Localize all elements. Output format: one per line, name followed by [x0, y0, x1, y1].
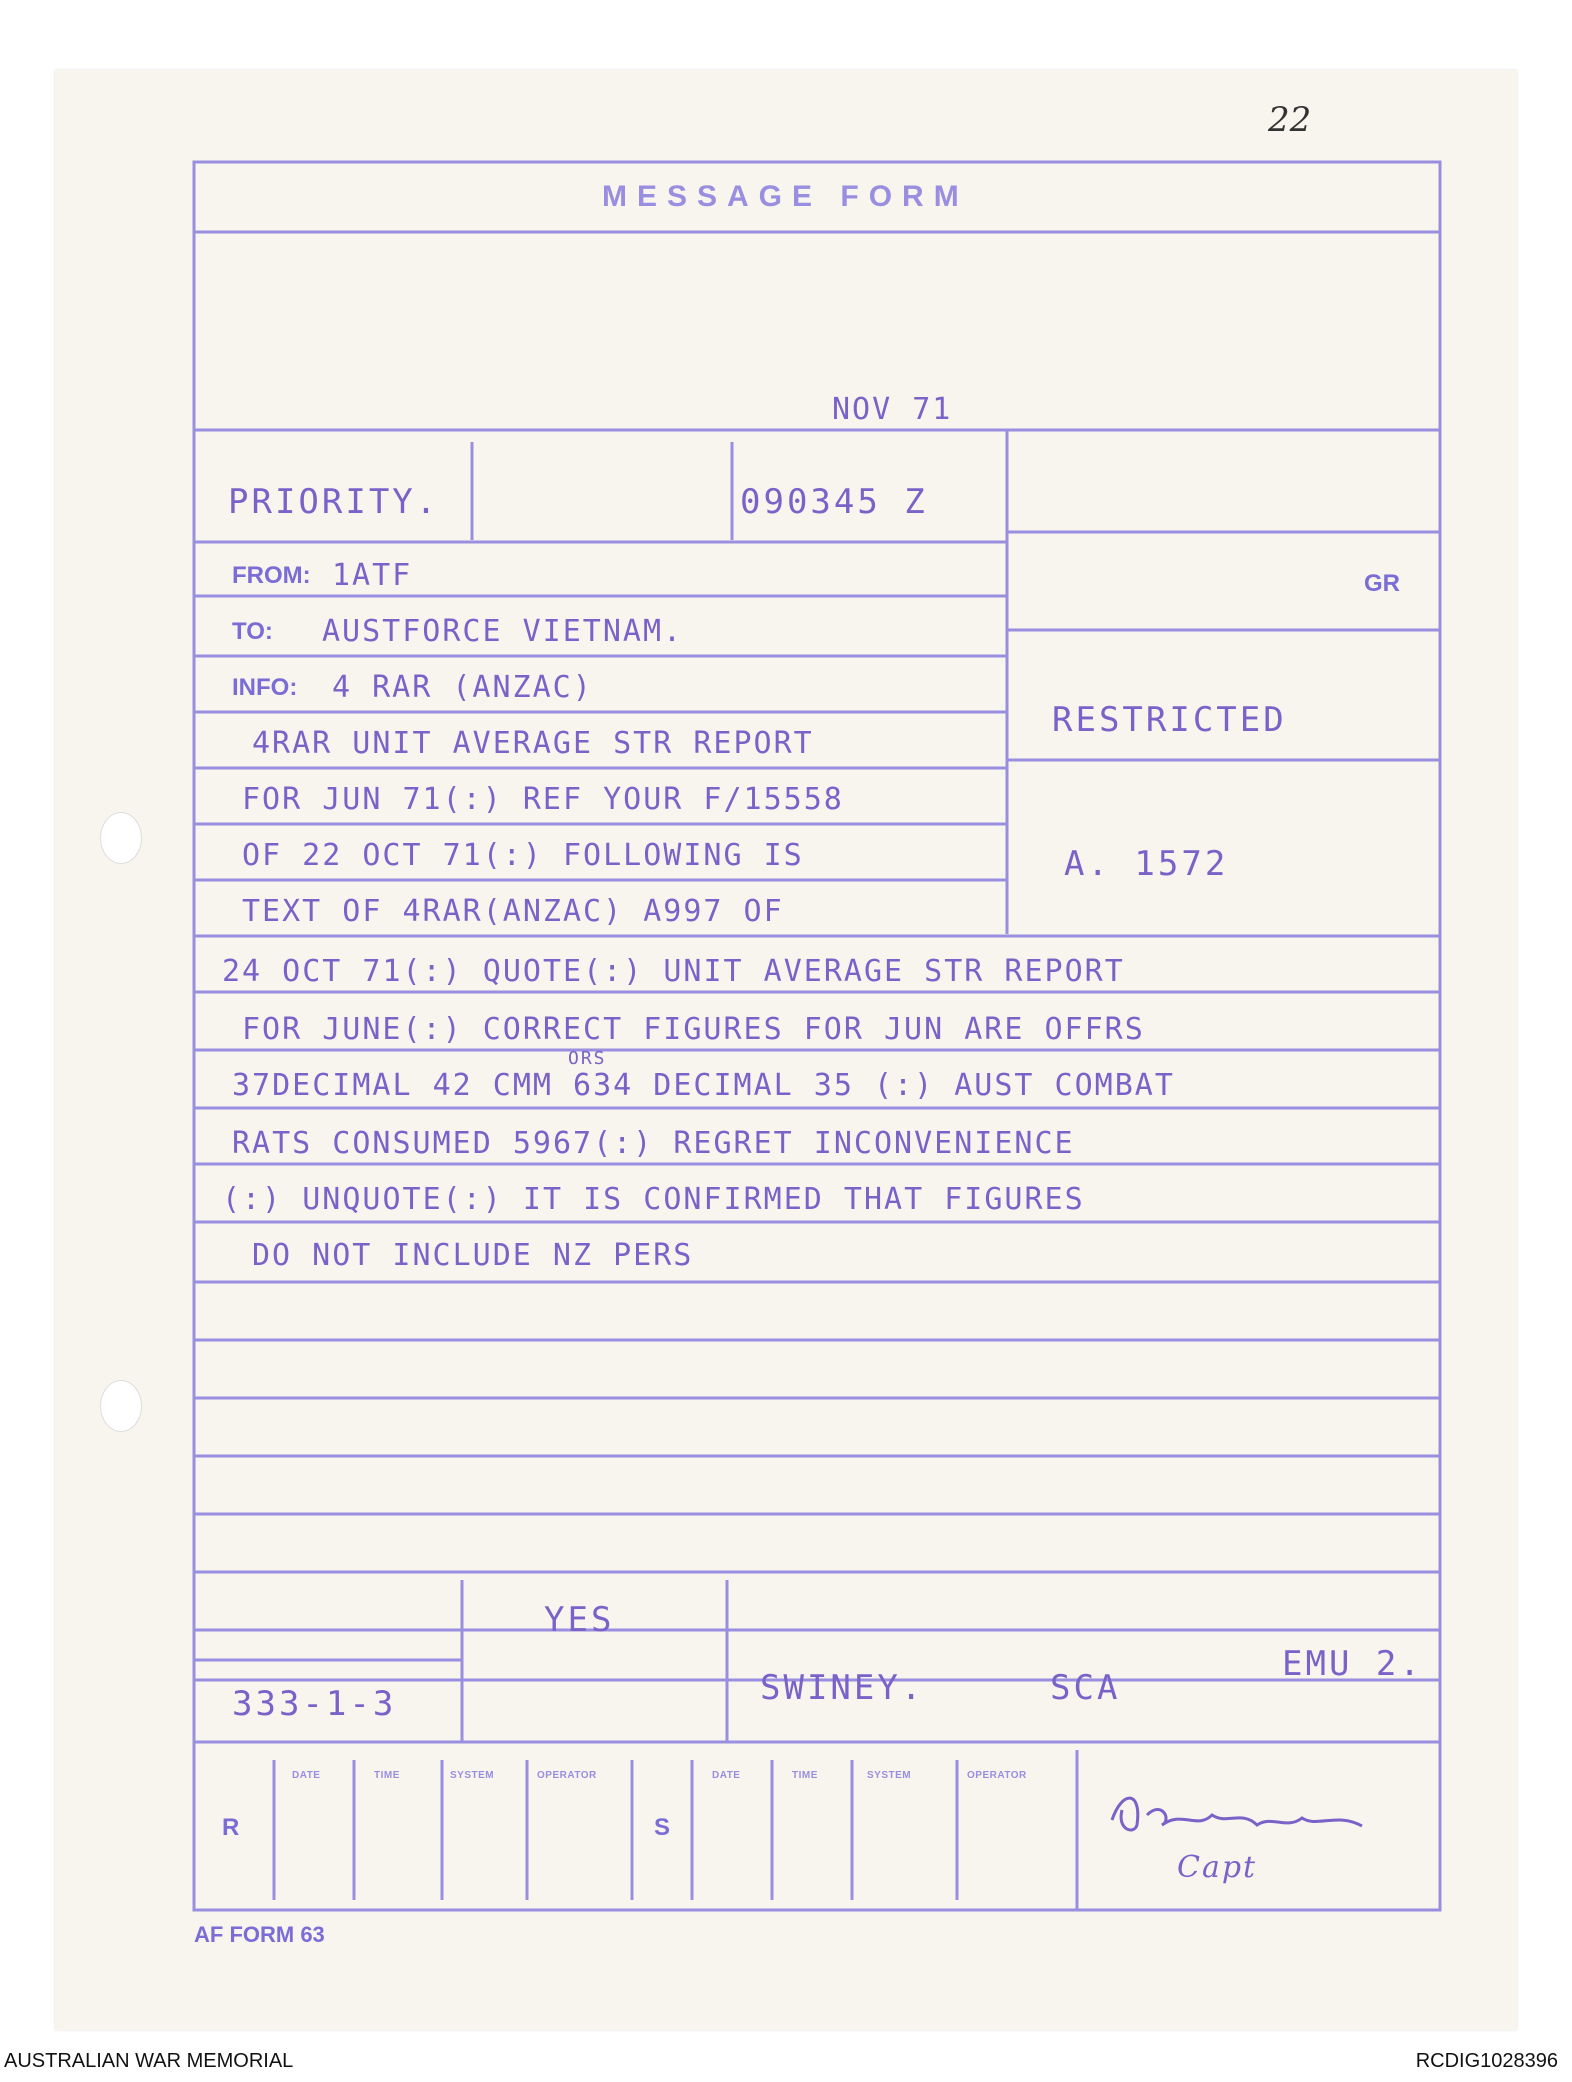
footer-source: AUSTRALIAN WAR MEMORIAL [4, 2050, 294, 2072]
col-date-label: DATE [712, 1770, 741, 1781]
table-row-r-label: R [222, 1814, 240, 1841]
col-system-label: SYSTEM [867, 1770, 912, 1781]
insertion-note: ORS [568, 1048, 607, 1069]
message-line: 37DECIMAL 42 CMM 634 DECIMAL 35 (:) AUST COMBAT [232, 1068, 1175, 1103]
form-number: AF FORM 63 [194, 1922, 325, 1947]
message-form [192, 160, 1442, 1920]
message-line: TEXT OF 4RAR(ANZAC) A997 OF [242, 894, 784, 929]
message-line: 24 OCT 71(:) QUOTE(:) UNIT AVERAGE STR REPORT [222, 954, 1125, 989]
gr-label: GR [1364, 570, 1400, 597]
message-line: FOR JUN 71(:) REF YOUR F/15558 [242, 782, 844, 817]
telephone-number: EMU 2. [1282, 1644, 1423, 1684]
to-label: TO: [232, 618, 273, 645]
to-value: AUSTFORCE VIETNAM. [322, 614, 684, 649]
signature-rank: Capt [1177, 1850, 1258, 1885]
col-time-label: TIME [792, 1770, 818, 1781]
form-title: MESSAGE FORM [602, 180, 969, 213]
signature [1102, 1780, 1402, 1860]
message-line: OF 22 OCT 71(:) FOLLOWING IS [242, 838, 804, 873]
reply-value: YES [544, 1600, 615, 1640]
col-operator-label: OPERATOR [537, 1770, 597, 1781]
originators-number: A. 1572 [1064, 844, 1229, 884]
info-label: INFO: [232, 674, 298, 701]
punch-hole [100, 1380, 142, 1432]
message-line: DO NOT INCLUDE NZ PERS [252, 1238, 694, 1273]
message-line: (:) UNQUOTE(:) IT IS CONFIRMED THAT FIGURES [222, 1182, 1085, 1217]
file-reference: 333-1-3 [232, 1684, 397, 1724]
message-line: 4RAR UNIT AVERAGE STR REPORT [252, 726, 814, 761]
col-operator-label: OPERATOR [967, 1770, 1027, 1781]
punch-hole [100, 812, 142, 864]
drafter-name: SWINEY. [760, 1668, 925, 1708]
from-label: FROM: [232, 562, 311, 589]
col-date-label: DATE [292, 1770, 321, 1781]
month-note: NOV 71 [832, 392, 953, 427]
col-system-label: SYSTEM [450, 1770, 495, 1781]
message-line: FOR JUNE(:) CORRECT FIGURES FOR JUN ARE OFFRS [242, 1012, 1145, 1047]
table-row-s-label: S [654, 1814, 671, 1841]
col-time-label: TIME [374, 1770, 400, 1781]
from-value: 1ATF [332, 558, 413, 593]
date-time-group: 090345 Z [740, 482, 928, 522]
page-number: 22 [1268, 100, 1312, 140]
message-line: RATS CONSUMED 5967(:) REGRET INCONVENIENCE [232, 1126, 1075, 1161]
extension-value: SCA [1050, 1668, 1121, 1708]
precedence-value: PRIORITY. [228, 482, 440, 522]
info-value: 4 RAR (ANZAC) [332, 670, 593, 705]
security-classification: RESTRICTED [1052, 700, 1287, 740]
footer-record-id: RCDIG1028396 [1415, 2050, 1558, 2072]
